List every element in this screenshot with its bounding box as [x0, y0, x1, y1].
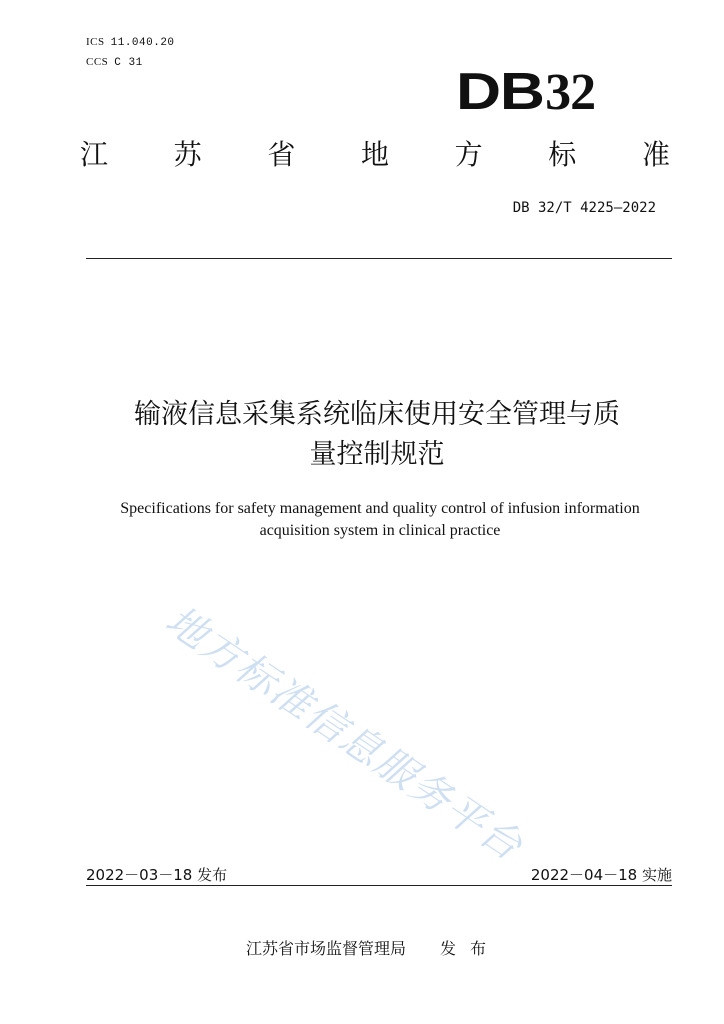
ics-label: ICS	[86, 36, 105, 48]
db32-logo	[456, 63, 596, 121]
watermark: 地方标准信息服务平台	[157, 597, 532, 871]
ccs-label: CCS	[86, 56, 109, 68]
chinese-title-line-2: 量控制规范	[309, 439, 445, 470]
logo-number: 32	[545, 64, 596, 121]
issuer-action: 发布	[440, 939, 501, 958]
ccs-code: C 31	[114, 57, 143, 69]
bottom-divider	[86, 885, 672, 886]
issuer-name: 江苏省市场监督管理局	[246, 939, 407, 958]
chinese-title-line-1: 输液信息采集系统临床使用安全管理与质	[134, 399, 620, 430]
title-char: 准	[641, 138, 670, 171]
issuer	[246, 936, 500, 959]
english-title-line-2: acquisition system in clinical practice	[259, 522, 501, 539]
ccs-classification	[86, 56, 143, 69]
top-divider	[86, 258, 672, 259]
title-char: 省	[267, 138, 296, 171]
implementation-date: 2022－04－18 实施	[530, 866, 672, 884]
chinese-title	[62, 395, 692, 475]
title-char: 地	[360, 138, 389, 171]
standard-number: DB 32/T 4225—2022	[512, 200, 656, 216]
english-title-line-1: Specifications for safety management and quality control of infusion information	[120, 500, 640, 517]
english-title	[60, 498, 700, 542]
title-char: 标	[548, 138, 577, 171]
title-char: 江	[80, 138, 109, 171]
logo-letters: DB	[456, 63, 544, 121]
ics-code: 11.040.20	[110, 37, 175, 49]
ics-classification	[86, 36, 175, 49]
title-char: 苏	[173, 138, 202, 171]
issue-date: 2022－03－18 发布	[86, 866, 228, 884]
title-char: 方	[454, 138, 483, 171]
provincial-standard-title	[80, 138, 670, 172]
